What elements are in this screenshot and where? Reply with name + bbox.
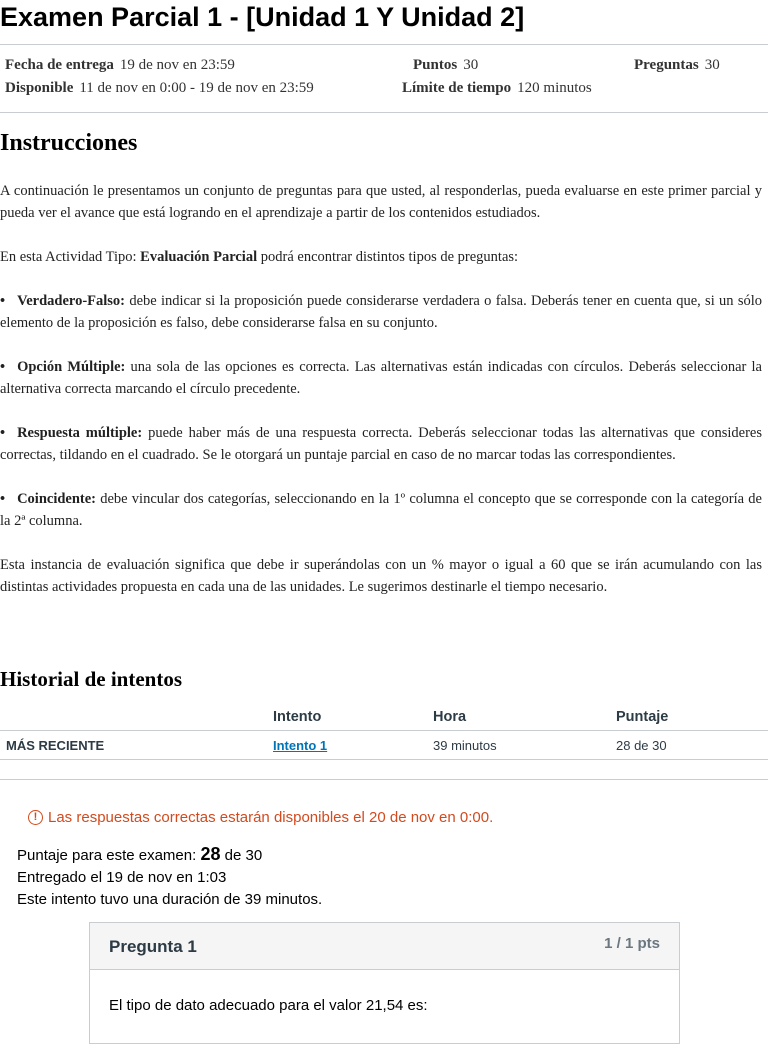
item-text: una sola de las opciones es correcta. Las alternativas están indicadas con círculos. Deberás seleccionar la alternativa correcta marcando el círculo precedente.	[0, 359, 762, 397]
score-total: de 30	[220, 847, 263, 864]
available-value: 11 de nov en 0:00 - 19 de nov en 23:59	[79, 80, 314, 96]
item-term: Opción Múltiple:	[17, 359, 126, 375]
list-item	[0, 290, 762, 334]
points-label: Puntos	[413, 57, 458, 73]
question-title: Pregunta 1	[109, 937, 197, 956]
item-text: debe indicar si la proposición puede considerarse verdadera o falsa. Deberás tener en cuenta que, si un sólo elemento de la proposición es falso, debe considerarse falsa en su conjunto.	[0, 293, 762, 331]
instructions-closing: Esta instancia de evaluación significa que debe ir superándolas con un % mayor o igual a 60 que se irán acumulando con las distintas actividades propuesta en cada una de las unidades. Le sugerimos destinarle el tiempo necesario.	[0, 557, 762, 595]
warning-icon: !	[28, 810, 43, 825]
item-text: debe vincular dos categorías, seleccionando en la 1º columna el concepto que se corresponde con la categoría de la 2ª columna.	[0, 491, 762, 529]
instructions-heading: Instrucciones	[0, 130, 138, 156]
question-text: El tipo de dato adecuado para el valor 21,54 es:	[109, 997, 428, 1014]
types-prefix: En esta Actividad Tipo:	[0, 249, 141, 265]
points	[413, 57, 478, 74]
divider	[0, 779, 768, 780]
due-date-label: Fecha de entrega	[5, 57, 114, 73]
time-limit-value: 120 minutos	[517, 80, 592, 96]
question-header	[90, 923, 679, 970]
submitted-line: Entregado el 19 de nov en 1:03	[17, 869, 227, 886]
questions	[634, 57, 720, 74]
item-term: Coincidente:	[17, 491, 97, 507]
bullet: •	[0, 293, 6, 309]
quiz-details	[0, 44, 768, 113]
time-limit-label: Límite de tiempo	[402, 80, 512, 96]
available-label: Disponible	[5, 80, 74, 96]
instructions-types	[0, 246, 762, 268]
instructions-intro: A continuación le presentamos un conjunto de preguntas para que usted, al responderlas, pueda evaluarse en este primer parcial y pueda ver el avance que está logrando en el aprendizaje a partir de los contenidos estudiados.	[0, 183, 762, 221]
col-time: Hora	[433, 704, 616, 731]
bullet: •	[0, 425, 6, 441]
list-item	[0, 356, 762, 400]
attempt-history	[0, 704, 768, 760]
table-row	[0, 731, 768, 760]
bullet: •	[0, 491, 6, 507]
table-header-row	[0, 704, 768, 731]
item-text: puede haber más de una respuesta correcta. Deberás seleccionar todas las alternativas que consideres correctas, tildando en el cuadrado. Se le otorgará un puntaje parcial en caso de no marcar todas las correspondientes.	[0, 425, 762, 463]
row-label: MÁS RECIENTE	[0, 731, 273, 760]
attempt-history-table	[0, 704, 768, 760]
instructions-body	[0, 180, 762, 620]
points-value: 30	[463, 57, 479, 73]
alert-text: Las respuestas correctas estarán disponibles el 20 de nov en 0:00.	[48, 809, 494, 826]
activity-type: Evaluación Parcial	[140, 249, 258, 265]
questions-value: 30	[704, 57, 720, 73]
score-label: Puntaje para este examen:	[17, 847, 201, 864]
list-item	[0, 488, 762, 532]
attempt-link[interactable]: Intento 1	[273, 737, 328, 753]
item-term: Verdadero-Falso:	[17, 293, 126, 309]
score-value: 28	[200, 844, 221, 864]
page-title: Examen Parcial 1 - [Unidad 1 Y Unidad 2]	[0, 2, 525, 32]
bullet: •	[0, 359, 6, 375]
time-cell: 39 minutos	[433, 731, 616, 760]
score-cell: 28 de 30	[616, 731, 768, 760]
types-suffix: podrá encontrar distintos tipos de preguntas:	[257, 249, 519, 265]
score-summary	[17, 843, 322, 911]
col-empty	[0, 704, 273, 731]
question-points: 1 / 1 pts	[604, 935, 660, 952]
answers-availability-alert	[28, 809, 493, 826]
due-date	[5, 57, 235, 74]
due-date-value: 19 de nov en 23:59	[119, 57, 235, 73]
history-heading: Historial de intentos	[0, 667, 182, 691]
attempt-cell	[273, 731, 433, 760]
score-line	[17, 843, 322, 867]
list-item	[0, 422, 762, 466]
item-term: Respuesta múltiple:	[17, 425, 143, 441]
duration-line: Este intento tuvo una duración de 39 minutos.	[17, 891, 323, 908]
questions-label: Preguntas	[634, 57, 699, 73]
col-score: Puntaje	[616, 704, 768, 731]
col-attempt: Intento	[273, 704, 433, 731]
time-limit	[402, 80, 592, 97]
question-card	[89, 922, 680, 1044]
available	[5, 80, 314, 97]
